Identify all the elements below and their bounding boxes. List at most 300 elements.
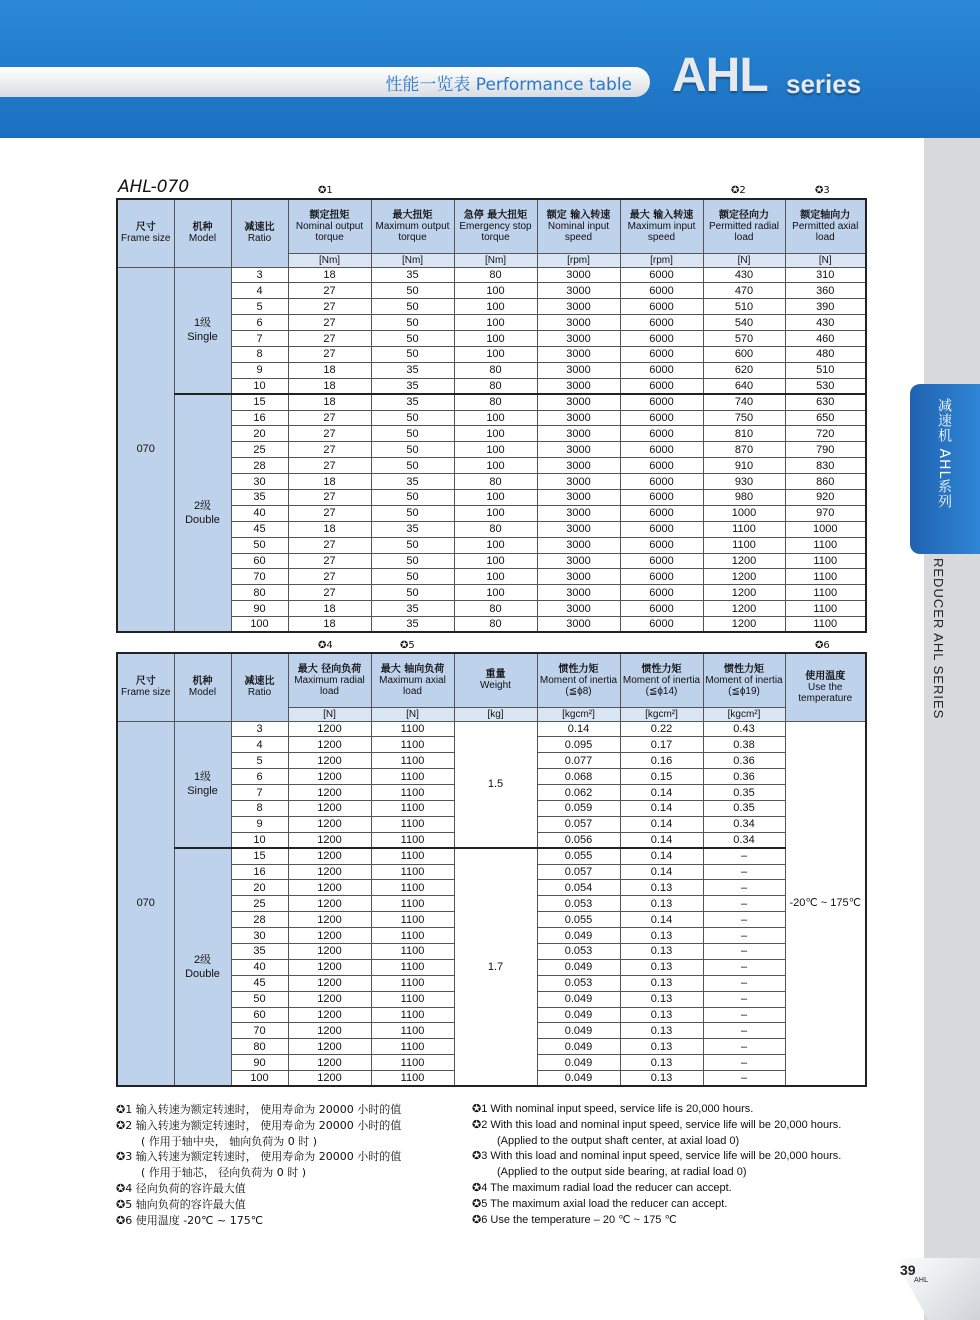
ratio-cell: 10 (231, 832, 288, 848)
ratio-cell: 8 (231, 800, 288, 816)
value-cell: 27 (288, 331, 371, 347)
value-cell: 1000 (703, 505, 785, 521)
column-header-en: Maximum output torque (375, 220, 450, 243)
column-header (785, 199, 866, 253)
value-cell: 50 (371, 315, 454, 331)
value-cell: 100 (454, 537, 537, 553)
value-cell: 790 (785, 442, 866, 458)
ratio-cell: 10 (231, 378, 288, 394)
value-cell: 360 (785, 283, 866, 299)
column-header-en: Moment of inertia (≦ϕ8) (539, 674, 618, 697)
column-header-zh: 最大 输入转速 (629, 209, 694, 221)
value-cell: 3000 (537, 569, 620, 585)
value-cell: 80 (454, 394, 537, 410)
value-cell: – (703, 943, 785, 959)
value-cell: 0.053 (537, 896, 620, 912)
value-cell: 0.13 (620, 1023, 703, 1039)
value-cell: 930 (703, 474, 785, 490)
value-cell: 80 (454, 521, 537, 537)
column-header-en: Model (188, 233, 217, 245)
column-header-zh: 额定径向力 (719, 209, 769, 221)
value-cell: 530 (785, 378, 866, 394)
value-cell: 970 (785, 505, 866, 521)
value-cell: 18 (288, 617, 371, 633)
ratio-cell: 6 (231, 769, 288, 785)
table-row (117, 267, 866, 283)
value-cell: 1200 (288, 975, 371, 991)
note-mark-2: ✪2 (731, 185, 746, 196)
value-cell: 1100 (371, 864, 454, 880)
ratio-cell: 60 (231, 553, 288, 569)
value-cell: 18 (288, 378, 371, 394)
value-cell: 3000 (537, 267, 620, 283)
value-cell: 0.057 (537, 864, 620, 880)
weight-cell: 1.7 (454, 848, 537, 1086)
notes-english (472, 1102, 892, 1228)
model-en: Double (185, 968, 220, 981)
value-cell: 27 (288, 315, 371, 331)
column-header-en: Weight (480, 680, 511, 692)
model-zh: 1级 (193, 771, 212, 784)
value-cell: 3000 (537, 601, 620, 617)
column-header-en: Frame size (121, 233, 171, 245)
value-cell: 27 (288, 537, 371, 553)
value-cell: 6000 (620, 442, 703, 458)
model-cell-double (174, 394, 231, 632)
value-cell: 50 (371, 569, 454, 585)
value-cell: 390 (785, 299, 866, 315)
value-cell: – (703, 928, 785, 944)
ratio-cell: 35 (231, 489, 288, 505)
ratio-cell: 20 (231, 880, 288, 896)
value-cell: 80 (454, 267, 537, 283)
value-cell: – (703, 1071, 785, 1087)
ratio-cell: 3 (231, 267, 288, 283)
value-cell: 3000 (537, 489, 620, 505)
notes-chinese (116, 1102, 466, 1228)
note-line: ✪4 径向负荷的容许最大值 (116, 1181, 246, 1195)
note-line: ✪6 使用温度 -20℃ ~ 175℃ (116, 1213, 264, 1227)
value-cell: 27 (288, 299, 371, 315)
ratio-cell: 30 (231, 928, 288, 944)
series-logo-sub: series (786, 69, 862, 99)
ratio-cell: 8 (231, 346, 288, 362)
value-cell: 0.049 (537, 1055, 620, 1071)
value-cell: 0.13 (620, 1071, 703, 1087)
value-cell: 27 (288, 458, 371, 474)
value-cell: 1200 (288, 848, 371, 864)
column-header-zh: 惯性力矩 (724, 663, 764, 675)
value-cell: 0.056 (537, 832, 620, 848)
column-unit: [N] (703, 253, 785, 267)
column-unit: [N] (371, 707, 454, 721)
ratio-cell: 4 (231, 737, 288, 753)
value-cell: – (703, 896, 785, 912)
column-header-en: Permitted radial load (708, 220, 780, 243)
column-header (288, 199, 371, 253)
value-cell: 0.068 (537, 769, 620, 785)
value-cell: 100 (454, 458, 537, 474)
value-cell: 3000 (537, 521, 620, 537)
value-cell: 0.13 (620, 1039, 703, 1055)
value-cell: 430 (703, 267, 785, 283)
value-cell: 80 (454, 601, 537, 617)
value-cell: 1200 (288, 864, 371, 880)
column-header-en: Use the temperature (798, 681, 853, 704)
column-header-en: Model (188, 687, 217, 699)
value-cell: 0.13 (620, 880, 703, 896)
value-cell: 1100 (785, 617, 866, 633)
value-cell: 630 (785, 394, 866, 410)
performance-table-1 (116, 198, 867, 633)
value-cell: 100 (454, 489, 537, 505)
value-cell: 0.13 (620, 975, 703, 991)
value-cell: 1200 (288, 1007, 371, 1023)
value-cell: – (703, 880, 785, 896)
ratio-cell: 40 (231, 959, 288, 975)
column-header (454, 199, 537, 253)
column-header-zh: 额定扭矩 (309, 209, 350, 221)
model-en: Single (187, 785, 218, 798)
ratio-cell: 28 (231, 912, 288, 928)
value-cell: 50 (371, 410, 454, 426)
value-cell: 3000 (537, 442, 620, 458)
value-cell: 27 (288, 489, 371, 505)
value-cell: 0.13 (620, 991, 703, 1007)
value-cell: 50 (371, 426, 454, 442)
model-en: Single (187, 331, 218, 344)
value-cell: 430 (785, 315, 866, 331)
value-cell: 1100 (371, 769, 454, 785)
value-cell: 860 (785, 474, 866, 490)
value-cell: 3000 (537, 474, 620, 490)
column-header-zh: 重量 (485, 669, 506, 681)
value-cell: 0.14 (537, 721, 620, 737)
value-cell: 1200 (288, 721, 371, 737)
ratio-cell: 3 (231, 721, 288, 737)
column-header-zh: 机种 (192, 222, 213, 234)
column-header (117, 199, 174, 267)
value-cell: 0.17 (620, 737, 703, 753)
column-unit: [Nm] (371, 253, 454, 267)
value-cell: 810 (703, 426, 785, 442)
value-cell: 6000 (620, 474, 703, 490)
value-cell: 6000 (620, 346, 703, 362)
column-unit: [kgcm²] (703, 707, 785, 721)
value-cell: – (703, 991, 785, 1007)
ratio-cell: 4 (231, 283, 288, 299)
column-header-zh: 尺寸 (135, 222, 156, 234)
note-line: ✪1 With nominal input speed, service life is 20,000 hours. (472, 1103, 754, 1115)
value-cell: 3000 (537, 537, 620, 553)
column-header-zh: 减速比 (244, 222, 275, 234)
value-cell: 1100 (785, 569, 866, 585)
value-cell: 1200 (288, 800, 371, 816)
note-mark-4: ✪4 (318, 640, 333, 651)
value-cell: 0.13 (620, 959, 703, 975)
table-row (117, 721, 866, 737)
value-cell: 100 (454, 426, 537, 442)
ratio-cell: 6 (231, 315, 288, 331)
ratio-cell: 16 (231, 864, 288, 880)
model-cell-single (174, 721, 231, 848)
ratio-cell: 5 (231, 753, 288, 769)
column-header (371, 653, 454, 707)
value-cell: 0.049 (537, 1071, 620, 1087)
value-cell: 1100 (371, 943, 454, 959)
value-cell: 3000 (537, 410, 620, 426)
value-cell: 540 (703, 315, 785, 331)
model-zh: 1级 (193, 317, 212, 330)
value-cell: 6000 (620, 378, 703, 394)
ratio-cell: 28 (231, 458, 288, 474)
value-cell: – (703, 1023, 785, 1039)
value-cell: 0.22 (620, 721, 703, 737)
note-line: ✪3 输入转速为额定转速时， 使用寿命为 20000 小时的值 (116, 1150, 402, 1164)
value-cell: 0.059 (537, 800, 620, 816)
value-cell: 0.049 (537, 1023, 620, 1039)
value-cell: 0.13 (620, 943, 703, 959)
value-cell: – (703, 959, 785, 975)
value-cell: 35 (371, 474, 454, 490)
value-cell: 1100 (785, 537, 866, 553)
value-cell: 27 (288, 442, 371, 458)
ratio-cell: 9 (231, 816, 288, 832)
value-cell: 0.062 (537, 785, 620, 801)
value-cell: 3000 (537, 299, 620, 315)
value-cell: 1200 (288, 943, 371, 959)
value-cell: 6000 (620, 537, 703, 553)
series-logo-main: AHL (672, 49, 768, 102)
column-unit: [kgcm²] (537, 707, 620, 721)
header-title-bar (0, 67, 650, 97)
value-cell: 6000 (620, 267, 703, 283)
value-cell: 0.055 (537, 848, 620, 864)
value-cell: 80 (454, 378, 537, 394)
value-cell: 1200 (288, 880, 371, 896)
value-cell: 980 (703, 489, 785, 505)
value-cell: 0.43 (703, 721, 785, 737)
column-unit: [Nm] (288, 253, 371, 267)
column-header-en: Maximum radial load (294, 674, 365, 697)
value-cell: 1200 (703, 617, 785, 633)
value-cell: 3000 (537, 331, 620, 347)
model-cell-double (174, 848, 231, 1086)
value-cell: 3000 (537, 394, 620, 410)
value-cell: 100 (454, 410, 537, 426)
column-header (117, 653, 174, 721)
value-cell: 0.34 (703, 816, 785, 832)
value-cell: 1200 (288, 785, 371, 801)
column-header-en: Emergency stop torque (459, 220, 532, 243)
value-cell: 27 (288, 346, 371, 362)
column-header (174, 653, 231, 721)
value-cell: 0.049 (537, 959, 620, 975)
value-cell: 27 (288, 585, 371, 601)
note-mark-6: ✪6 (815, 640, 830, 651)
ratio-cell: 80 (231, 585, 288, 601)
value-cell: 0.13 (620, 928, 703, 944)
value-cell: 1100 (371, 1055, 454, 1071)
ratio-cell: 7 (231, 331, 288, 347)
value-cell: 6000 (620, 299, 703, 315)
value-cell: 1200 (288, 753, 371, 769)
value-cell: 830 (785, 458, 866, 474)
value-cell: 35 (371, 267, 454, 283)
note-line: ✪3 With this load and nominal input speed, service life will be 20,000 hours. (472, 1150, 842, 1163)
value-cell: 6000 (620, 553, 703, 569)
value-cell: 35 (371, 521, 454, 537)
value-cell: 1100 (703, 537, 785, 553)
value-cell: 1200 (288, 1023, 371, 1039)
ratio-cell: 50 (231, 991, 288, 1007)
column-unit: [Nm] (454, 253, 537, 267)
model-zh: 2级 (193, 954, 212, 967)
column-unit: [kgcm²] (620, 707, 703, 721)
note-line: ✪2 输入转速为额定转速时， 使用寿命为 20000 小时的值 (116, 1118, 402, 1132)
value-cell: 1100 (371, 848, 454, 864)
ratio-cell: 80 (231, 1039, 288, 1055)
side-tab-label: 减速机 AHL系列 (936, 398, 952, 510)
ratio-cell: 9 (231, 362, 288, 378)
column-header-zh: 额定 输入转速 (546, 209, 611, 221)
performance-table-2 (116, 652, 867, 1087)
column-unit: [rpm] (620, 253, 703, 267)
value-cell: 50 (371, 489, 454, 505)
note-mark-5: ✪5 (400, 640, 415, 651)
value-cell: 1200 (288, 991, 371, 1007)
value-cell: 1100 (785, 553, 866, 569)
value-cell: 6000 (620, 489, 703, 505)
value-cell: 35 (371, 362, 454, 378)
column-unit: [rpm] (537, 253, 620, 267)
note-line: ✪6 Use the temperature – 20 ℃ ~ 175 ℃ (472, 1213, 677, 1226)
ratio-cell: 5 (231, 299, 288, 315)
value-cell: 910 (703, 458, 785, 474)
ratio-cell: 7 (231, 785, 288, 801)
column-header-en: Frame size (121, 687, 171, 699)
column-header (537, 199, 620, 253)
ratio-cell: 90 (231, 1055, 288, 1071)
value-cell: 50 (371, 505, 454, 521)
value-cell: 510 (785, 362, 866, 378)
value-cell: 1100 (371, 737, 454, 753)
frame-size-cell: 070 (117, 721, 174, 1086)
column-header-zh: 惯性力矩 (641, 663, 682, 675)
table-row (117, 848, 866, 864)
value-cell: 1200 (703, 601, 785, 617)
ratio-cell: 70 (231, 569, 288, 585)
value-cell: 920 (785, 489, 866, 505)
value-cell: 0.13 (620, 1007, 703, 1023)
ratio-cell: 16 (231, 410, 288, 426)
value-cell: 3000 (537, 378, 620, 394)
value-cell: 35 (371, 617, 454, 633)
column-header-zh: 急停 最大扭矩 (463, 209, 528, 221)
value-cell: 6000 (620, 362, 703, 378)
value-cell: 1200 (703, 585, 785, 601)
value-cell: 1200 (288, 912, 371, 928)
note-line: (Applied to the output side bearing, at radial load 0) (497, 1166, 747, 1179)
column-header-en: Moment of inertia (≦ϕ14) (622, 674, 701, 697)
value-cell: 720 (785, 426, 866, 442)
page-number: 39 (900, 1262, 916, 1278)
value-cell: 0.055 (537, 912, 620, 928)
side-divider (915, 138, 924, 1320)
value-cell: 100 (454, 346, 537, 362)
value-cell: 18 (288, 394, 371, 410)
column-header-en: Maximum axial load (379, 674, 446, 697)
column-header-en: Ratio (247, 687, 272, 699)
value-cell: 740 (703, 394, 785, 410)
column-header-en: Nominal output torque (295, 220, 364, 243)
column-header-zh: 惯性力矩 (558, 663, 599, 675)
value-cell: 0.095 (537, 737, 620, 753)
ratio-cell: 100 (231, 617, 288, 633)
value-cell: 1200 (288, 816, 371, 832)
value-cell: 35 (371, 601, 454, 617)
column-header (174, 199, 231, 267)
value-cell: 0.35 (703, 785, 785, 801)
value-cell: – (703, 912, 785, 928)
value-cell: 0.049 (537, 1039, 620, 1055)
ratio-cell: 30 (231, 474, 288, 490)
value-cell: 0.14 (620, 848, 703, 864)
value-cell: 6000 (620, 315, 703, 331)
value-cell: 1100 (371, 912, 454, 928)
value-cell: 0.049 (537, 928, 620, 944)
value-cell: 1000 (785, 521, 866, 537)
value-cell: 50 (371, 442, 454, 458)
page-tag: AHL (914, 1276, 928, 1284)
value-cell: 1100 (785, 601, 866, 617)
value-cell: 0.077 (537, 753, 620, 769)
value-cell: 0.16 (620, 753, 703, 769)
value-cell: 1100 (785, 585, 866, 601)
note-line: ✪4 The maximum radial load the reducer can accept. (472, 1181, 732, 1194)
column-header-zh: 尺寸 (135, 676, 156, 688)
value-cell: 6000 (620, 410, 703, 426)
column-header-zh: 机种 (192, 676, 213, 688)
value-cell: 1200 (288, 769, 371, 785)
value-cell: 3000 (537, 617, 620, 633)
value-cell: 3000 (537, 346, 620, 362)
value-cell: 1200 (288, 1039, 371, 1055)
value-cell: 100 (454, 553, 537, 569)
ratio-cell: 100 (231, 1071, 288, 1087)
column-header (288, 653, 371, 707)
value-cell: 3000 (537, 505, 620, 521)
note-mark-3: ✪3 (815, 185, 830, 196)
value-cell: 3000 (537, 283, 620, 299)
value-cell: 50 (371, 458, 454, 474)
value-cell: 18 (288, 267, 371, 283)
model-zh: 2级 (193, 500, 212, 513)
value-cell: 0.053 (537, 975, 620, 991)
column-header (371, 199, 454, 253)
value-cell: 3000 (537, 362, 620, 378)
value-cell: 0.049 (537, 991, 620, 1007)
value-cell: 1100 (371, 1039, 454, 1055)
value-cell: 640 (703, 378, 785, 394)
value-cell: 3000 (537, 426, 620, 442)
column-header-en: Nominal input speed (547, 220, 610, 243)
value-cell: 50 (371, 346, 454, 362)
value-cell: 0.14 (620, 800, 703, 816)
value-cell: 1100 (371, 880, 454, 896)
value-cell: 50 (371, 537, 454, 553)
note-line: ✪2 With this load and nominal input speed, service life will be 20,000 hours. (472, 1118, 842, 1131)
